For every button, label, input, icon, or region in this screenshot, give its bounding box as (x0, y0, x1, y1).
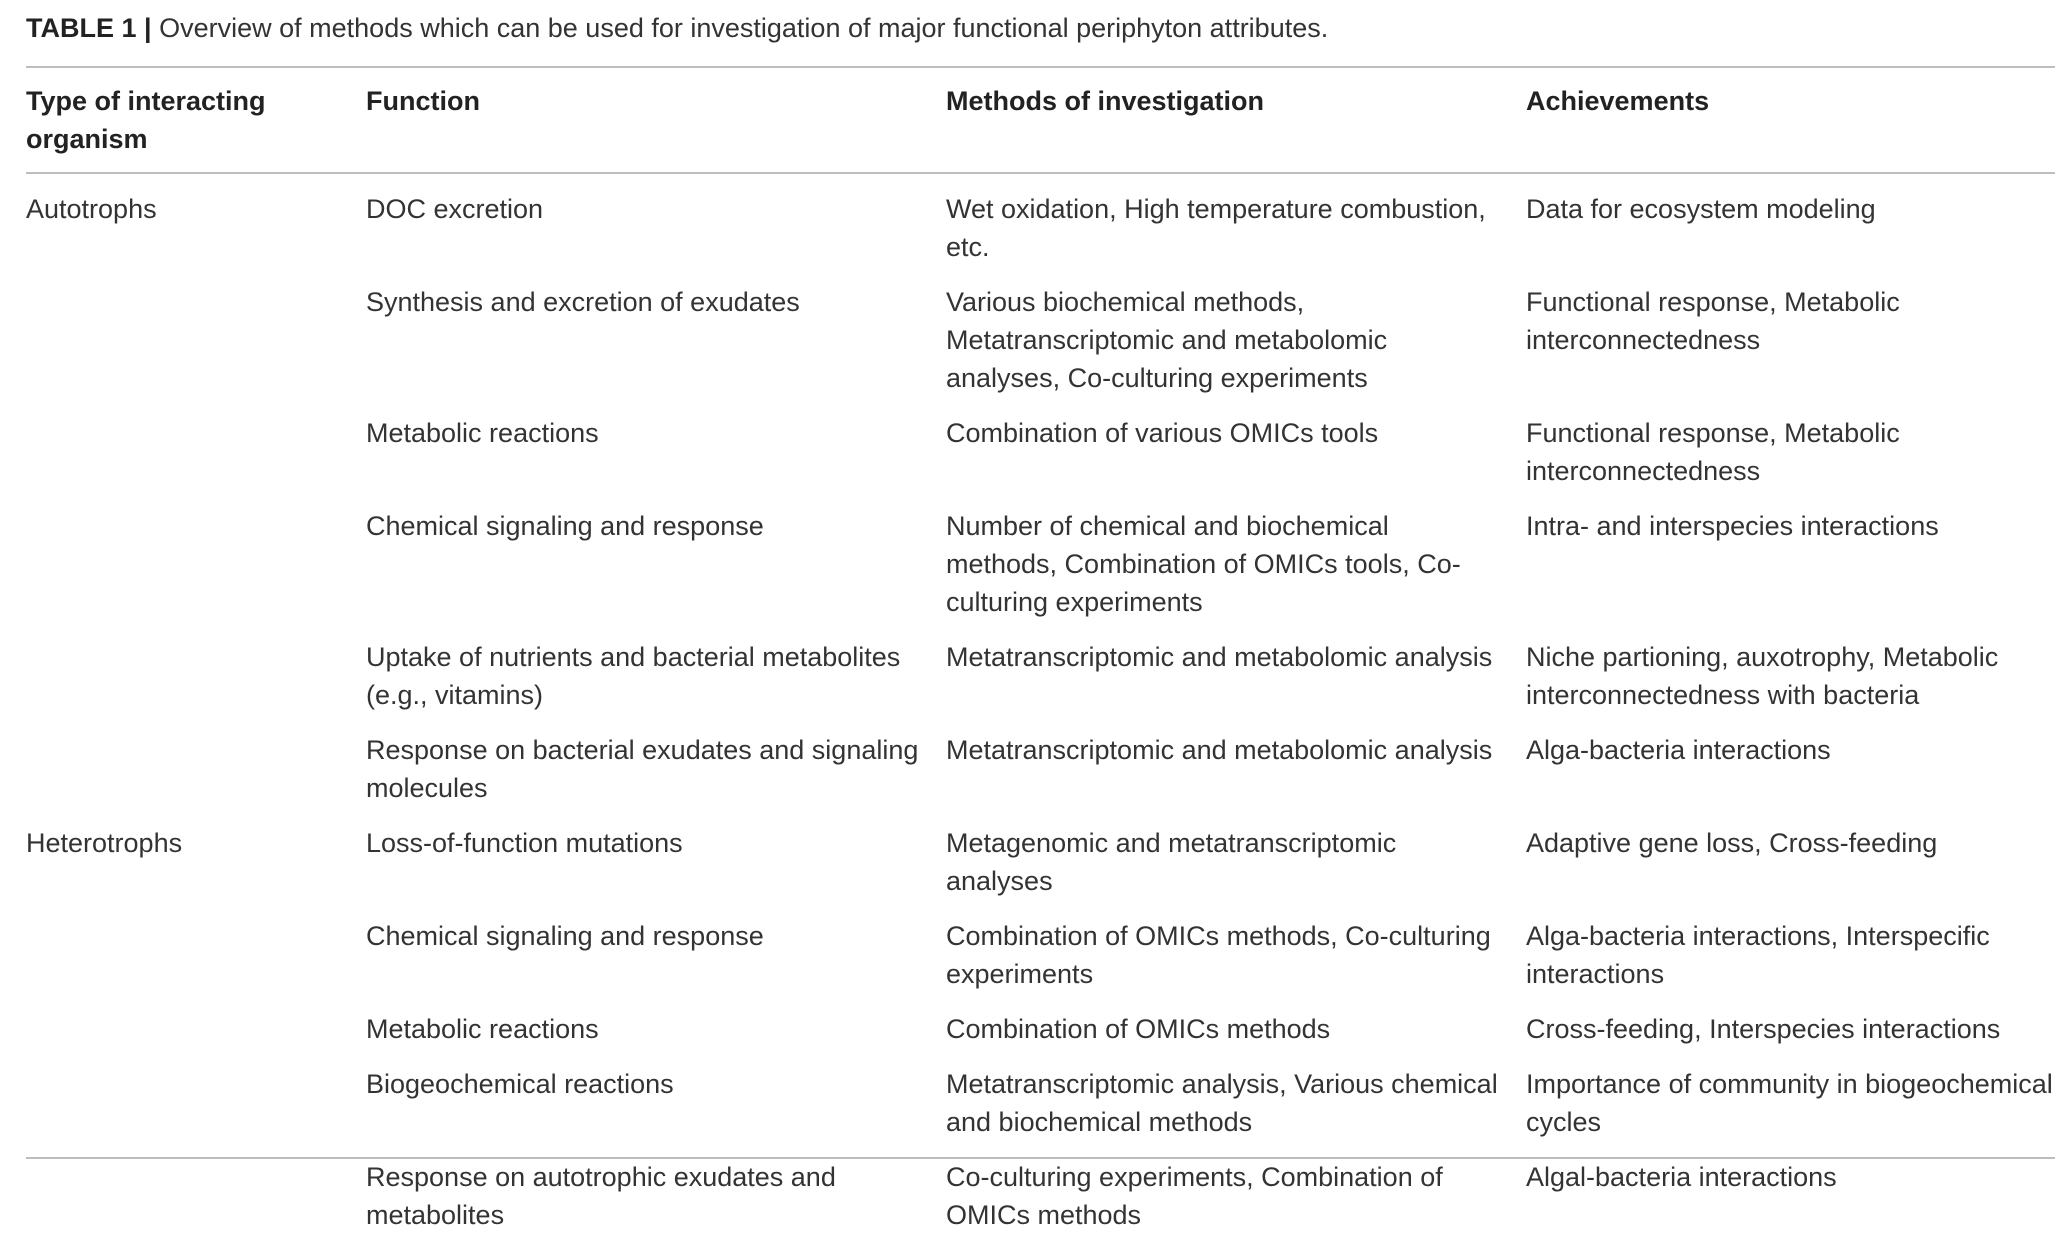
table-row (26, 721, 2055, 814)
table-row (26, 170, 2055, 273)
table-row (26, 1148, 2055, 1241)
cell-function: DOC excretion (366, 194, 544, 224)
cell-organism (26, 628, 366, 721)
cell-methods: Combination of OMICs methods, Co-culturing experiments (946, 921, 1491, 989)
cell-function: Response on autotrophic exudates and metabolites (366, 1162, 836, 1230)
header-achievements: Achievements (1526, 86, 1710, 116)
table-row (26, 814, 2055, 907)
cell-methods: Metagenomic and metatranscriptomic analyses (946, 828, 1397, 896)
cell-achievements: Niche partioning, auxotrophy, Metabolic interconnectedness with bacteria (1526, 642, 1999, 710)
table-row (26, 1000, 2055, 1055)
cell-organism (26, 1148, 366, 1241)
cell-achievements: Functional response, Metabolic interconnectedness (1526, 418, 1900, 486)
header-methods: Methods of investigation (946, 86, 1265, 116)
cell-methods: Various biochemical methods, Metatranscriptomic and metabolomic analyses, Co-culturing experiments (946, 287, 1388, 393)
cell-methods: Metatranscriptomic analysis, Various chemical and biochemical methods (946, 1069, 1498, 1137)
cell-achievements: Functional response, Metabolic interconnectedness (1526, 287, 1900, 355)
cell-achievements: Intra- and interspecies interactions (1526, 511, 1939, 541)
cell-achievements: Alga-bacteria interactions (1526, 735, 1831, 765)
cell-achievements: Importance of community in biogeochemical cycles (1526, 1069, 2053, 1137)
table-row (26, 273, 2055, 404)
table-row (26, 1055, 2055, 1148)
cell-function: Chemical signaling and response (366, 921, 764, 951)
caption-separator: | (144, 13, 152, 43)
cell-organism (26, 273, 366, 404)
cell-methods: Number of chemical and biochemical methods, Combination of OMICs tools, Co-culturing experiments (946, 511, 1461, 617)
cell-organism (26, 907, 366, 1000)
cell-methods: Combination of OMICs methods (946, 1014, 1331, 1044)
cell-achievements: Adaptive gene loss, Cross-feeding (1526, 828, 1938, 858)
table-caption (26, 10, 1328, 46)
cell-methods: Co-culturing experiments, Combination of OMICs methods (946, 1162, 1443, 1230)
cell-achievements: Alga-bacteria interactions, Interspecific interactions (1526, 921, 1990, 989)
cell-function: Metabolic reactions (366, 1014, 599, 1044)
cell-function: Response on bacterial exudates and signaling molecules (366, 735, 919, 803)
table-row (26, 404, 2055, 497)
cell-function: Uptake of nutrients and bacterial metabolites (e.g., vitamins) (366, 642, 901, 710)
cell-organism: Heterotrophs (26, 828, 183, 858)
cell-organism (26, 721, 366, 814)
table-header-row (26, 80, 2055, 170)
cell-methods: Metatranscriptomic and metabolomic analysis (946, 642, 1493, 672)
cell-achievements: Cross-feeding, Interspecies interactions (1526, 1014, 2001, 1044)
cell-organism (26, 1000, 366, 1055)
header-function: Function (366, 86, 480, 116)
methods-table (26, 80, 2055, 1241)
cell-achievements: Algal-bacteria interactions (1526, 1162, 1837, 1192)
cell-function: Biogeochemical reactions (366, 1069, 674, 1099)
cell-methods: Wet oxidation, High temperature combustion, etc. (946, 194, 1486, 262)
table-row (26, 628, 2055, 721)
cell-function: Synthesis and excretion of exudates (366, 287, 800, 317)
table-row (26, 497, 2055, 628)
cell-organism (26, 497, 366, 628)
cell-function: Metabolic reactions (366, 418, 599, 448)
cell-function: Loss-of-function mutations (366, 828, 683, 858)
table-row (26, 907, 2055, 1000)
caption-text: Overview of methods which can be used for investigation of major functional periphyton attributes. (159, 13, 1329, 43)
cell-methods: Metatranscriptomic and metabolomic analysis (946, 735, 1493, 765)
cell-methods: Combination of various OMICs tools (946, 418, 1379, 448)
cell-achievements: Data for ecosystem modeling (1526, 194, 1876, 224)
table-label: TABLE 1 (26, 13, 137, 43)
cell-function: Chemical signaling and response (366, 511, 764, 541)
header-organism: Type of interacting organism (26, 86, 266, 154)
top-rule (26, 66, 2055, 68)
cell-organism: Autotrophs (26, 194, 157, 224)
cell-organism (26, 404, 366, 497)
cell-organism (26, 1055, 366, 1148)
